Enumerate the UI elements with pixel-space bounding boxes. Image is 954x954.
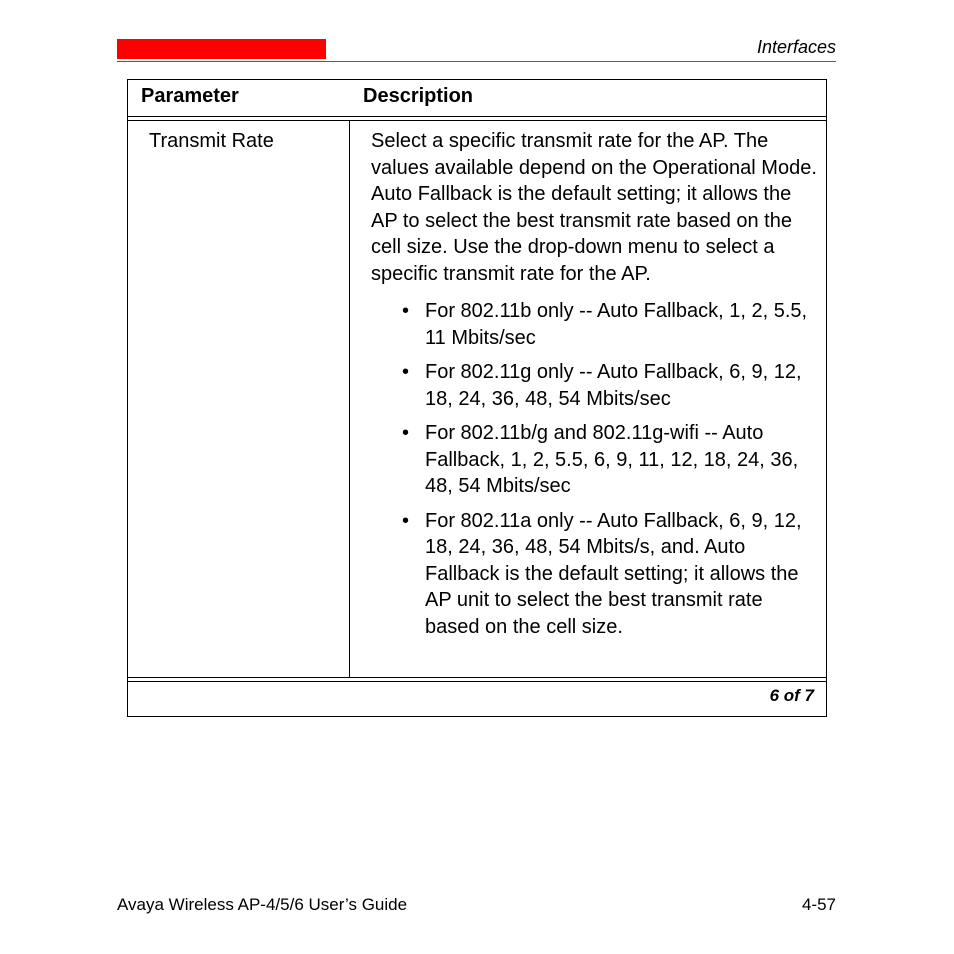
column-divider xyxy=(349,120,350,677)
list-item-text: For 802.11a only -- Auto Fallback, 6, 9, 12, 18, 24, 36, 48, 54 Mbits/s, and. Auto Fallback is the default setting; it allows the AP unit to select the best transmit rate based on the cell size. xyxy=(425,509,802,638)
table-page-count: 6 of 7 xyxy=(769,686,814,705)
list-item-text: For 802.11b/g and 802.11g-wifi -- Auto Fallback, 1, 2, 5.5, 6, 9, 11, 12, 18, 24, 36, 48, 54 Mbits/sec xyxy=(425,422,799,497)
bullet-icon: • xyxy=(402,361,410,383)
description-cell xyxy=(371,128,819,648)
footer-divider xyxy=(128,677,826,678)
header-divider xyxy=(128,120,826,121)
header-rule xyxy=(117,61,836,62)
list-item xyxy=(371,508,819,641)
list-item-text: For 802.11g only -- Auto Fallback, 6, 9, 12, 18, 24, 36, 48, 54 Mbits/sec xyxy=(425,361,802,410)
parameter-cell: Transmit Rate xyxy=(149,130,274,152)
footer-divider xyxy=(128,681,826,682)
bullet-icon: • xyxy=(402,300,410,322)
list-item xyxy=(371,420,819,500)
parameter-table xyxy=(127,79,827,717)
column-header-description: Description xyxy=(363,85,474,107)
list-item xyxy=(371,359,819,412)
header-divider xyxy=(128,116,826,117)
guide-title: Avaya Wireless AP-4/5/6 User’s Guide xyxy=(117,895,408,914)
header-accent-bar xyxy=(117,39,326,59)
bullet-icon: • xyxy=(402,422,410,444)
list-item-text: For 802.11b only -- Auto Fallback, 1, 2, 5.5, 11 Mbits/sec xyxy=(425,300,808,349)
rate-options-list xyxy=(371,298,819,640)
page-number: 4-57 xyxy=(801,895,836,914)
column-header-parameter: Parameter xyxy=(141,85,239,107)
section-title: Interfaces xyxy=(756,37,836,57)
list-item xyxy=(371,298,819,351)
bullet-icon: • xyxy=(402,509,410,532)
table-header-row xyxy=(128,80,826,116)
description-text: Select a specific transmit rate for the AP. The values available depend on the Operational Mode. Auto Fallback is the default setting; it allows the AP to select the best transmit rate based on the cell size. Use the drop-down menu to select a specific transmit rate for the AP. xyxy=(371,130,817,285)
